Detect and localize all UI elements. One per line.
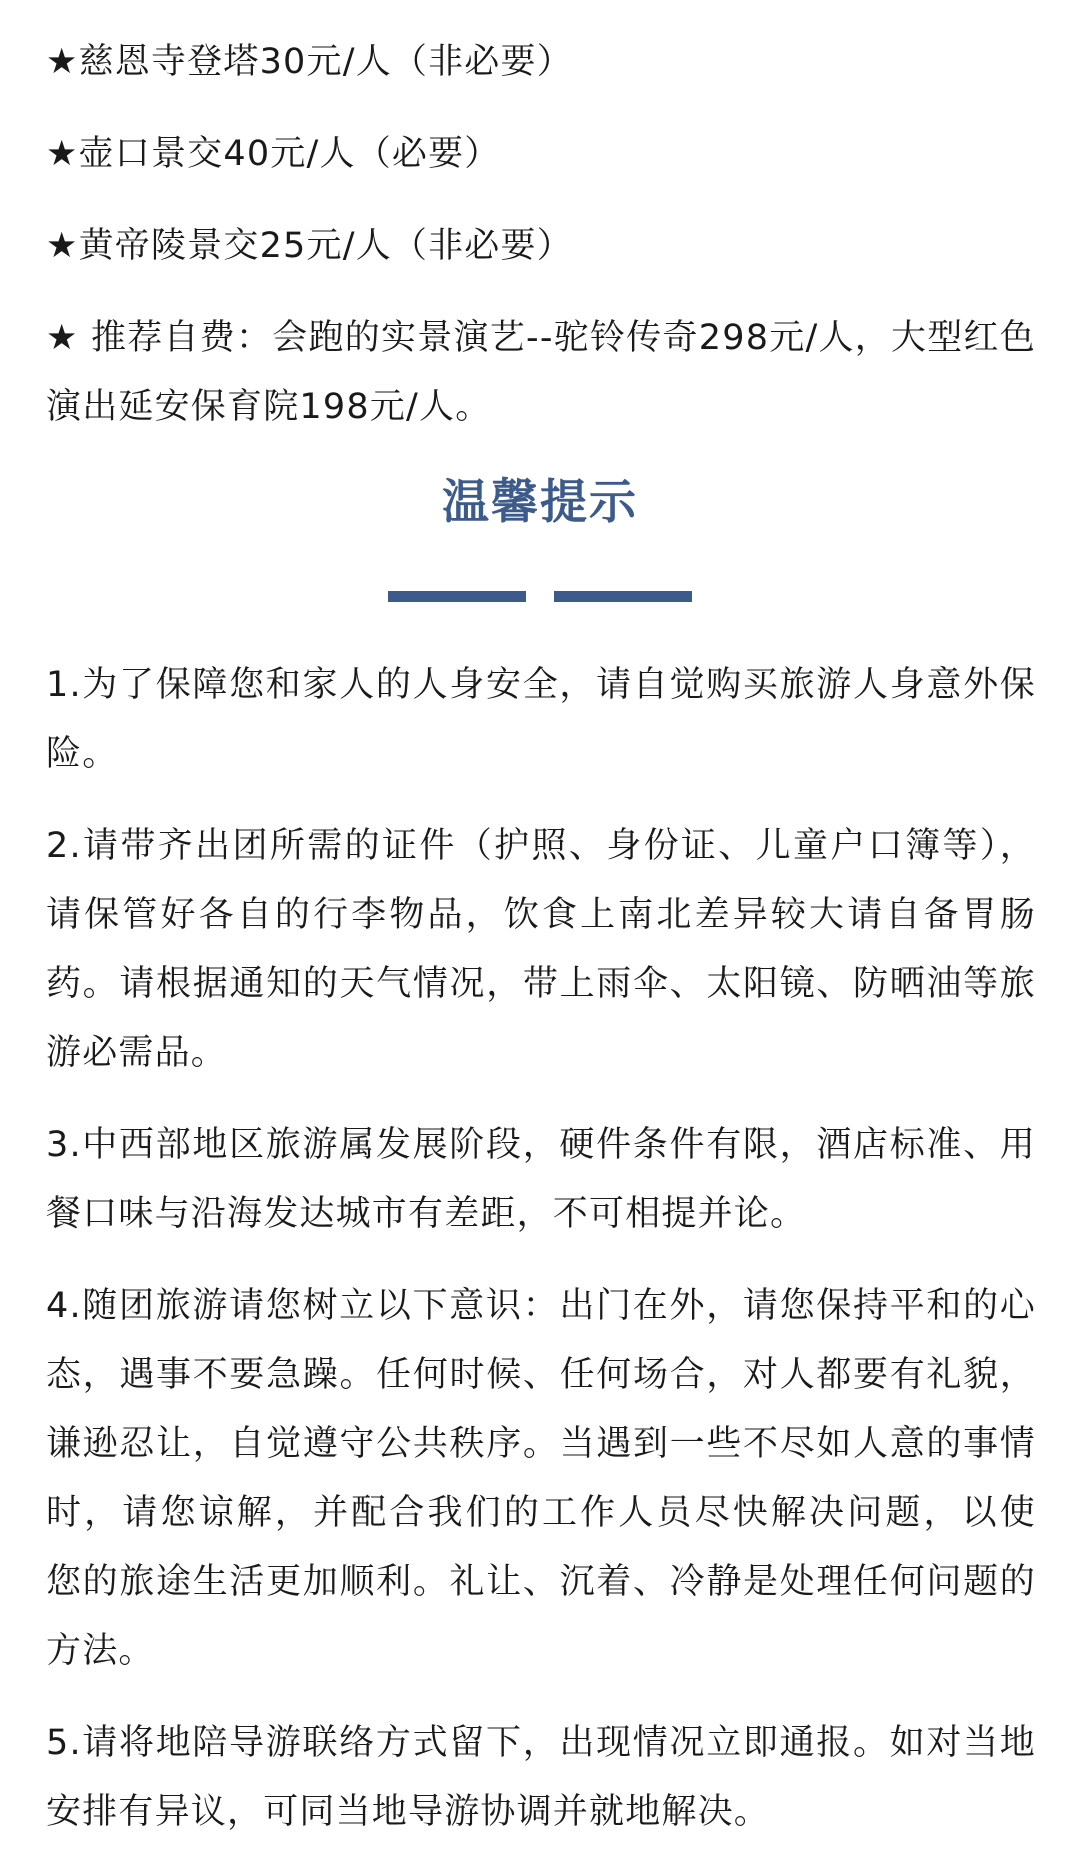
tip-item-guide-contact: 5.请将地陪导游联络方式留下，出现情况立即通报。如对当地安排有异议，可同当地导游协调并就地解决。 [46, 1723, 1036, 1832]
fee-item-hukou: ★壶口景交40元/人（必要） [46, 134, 501, 174]
tips-list [46, 651, 1073, 1870]
optional-fees-list [46, 28, 1036, 465]
fee-item-huangdi-mausoleum: ★黄帝陵景交25元/人（非必要） [46, 226, 573, 266]
tip-item-insurance: 1.为了保障您和家人的人身安全，请自觉购买旅游人身意外保险。 [46, 665, 1036, 774]
tip-item-regional-conditions: 3.中西部地区旅游属发展阶段，硬件条件有限，酒店标准、用餐口味与沿海发达城市有差距，不可相提并论。 [46, 1125, 1036, 1234]
tip-item-documents: 2.请带齐出团所需的证件（护照、身份证、儿童户口簿等），请保管好各自的行李物品，饮食上南北差异较大请自备胃肠药。请根据通知的天气情况，带上雨伞、太阳镜、防晒油等旅游必需品。 [46, 826, 1036, 1073]
divider-bar-left [388, 591, 526, 602]
tip-item-travel-attitude: 4.随团旅游请您树立以下意识：出门在外，请您保持平和的心态，遇事不要急躁。任何时候、任何场合，对人都要有礼貌，谦逊忍让，自觉遵守公共秩序。当遇到一些不尽如人意的事情时，请您谅解，并配合我们的工作人员尽快解决问题，以使 您的旅途生活更加顺利。礼让、沉着、冷静是处理任何问题的方法。 [46, 1286, 1073, 1671]
fee-item-cien-temple: ★慈恩寺登塔30元/人（非必要） [46, 42, 573, 82]
tips-section-title: 温馨提示 [442, 475, 638, 530]
title-divider [0, 591, 1080, 602]
divider-bar-right [554, 591, 692, 602]
fee-item-recommended-shows: ★ 推荐自费：会跑的实景演艺--驼铃传奇298元/人，大型红色演出延安保育院198元/人。 [46, 318, 1036, 427]
